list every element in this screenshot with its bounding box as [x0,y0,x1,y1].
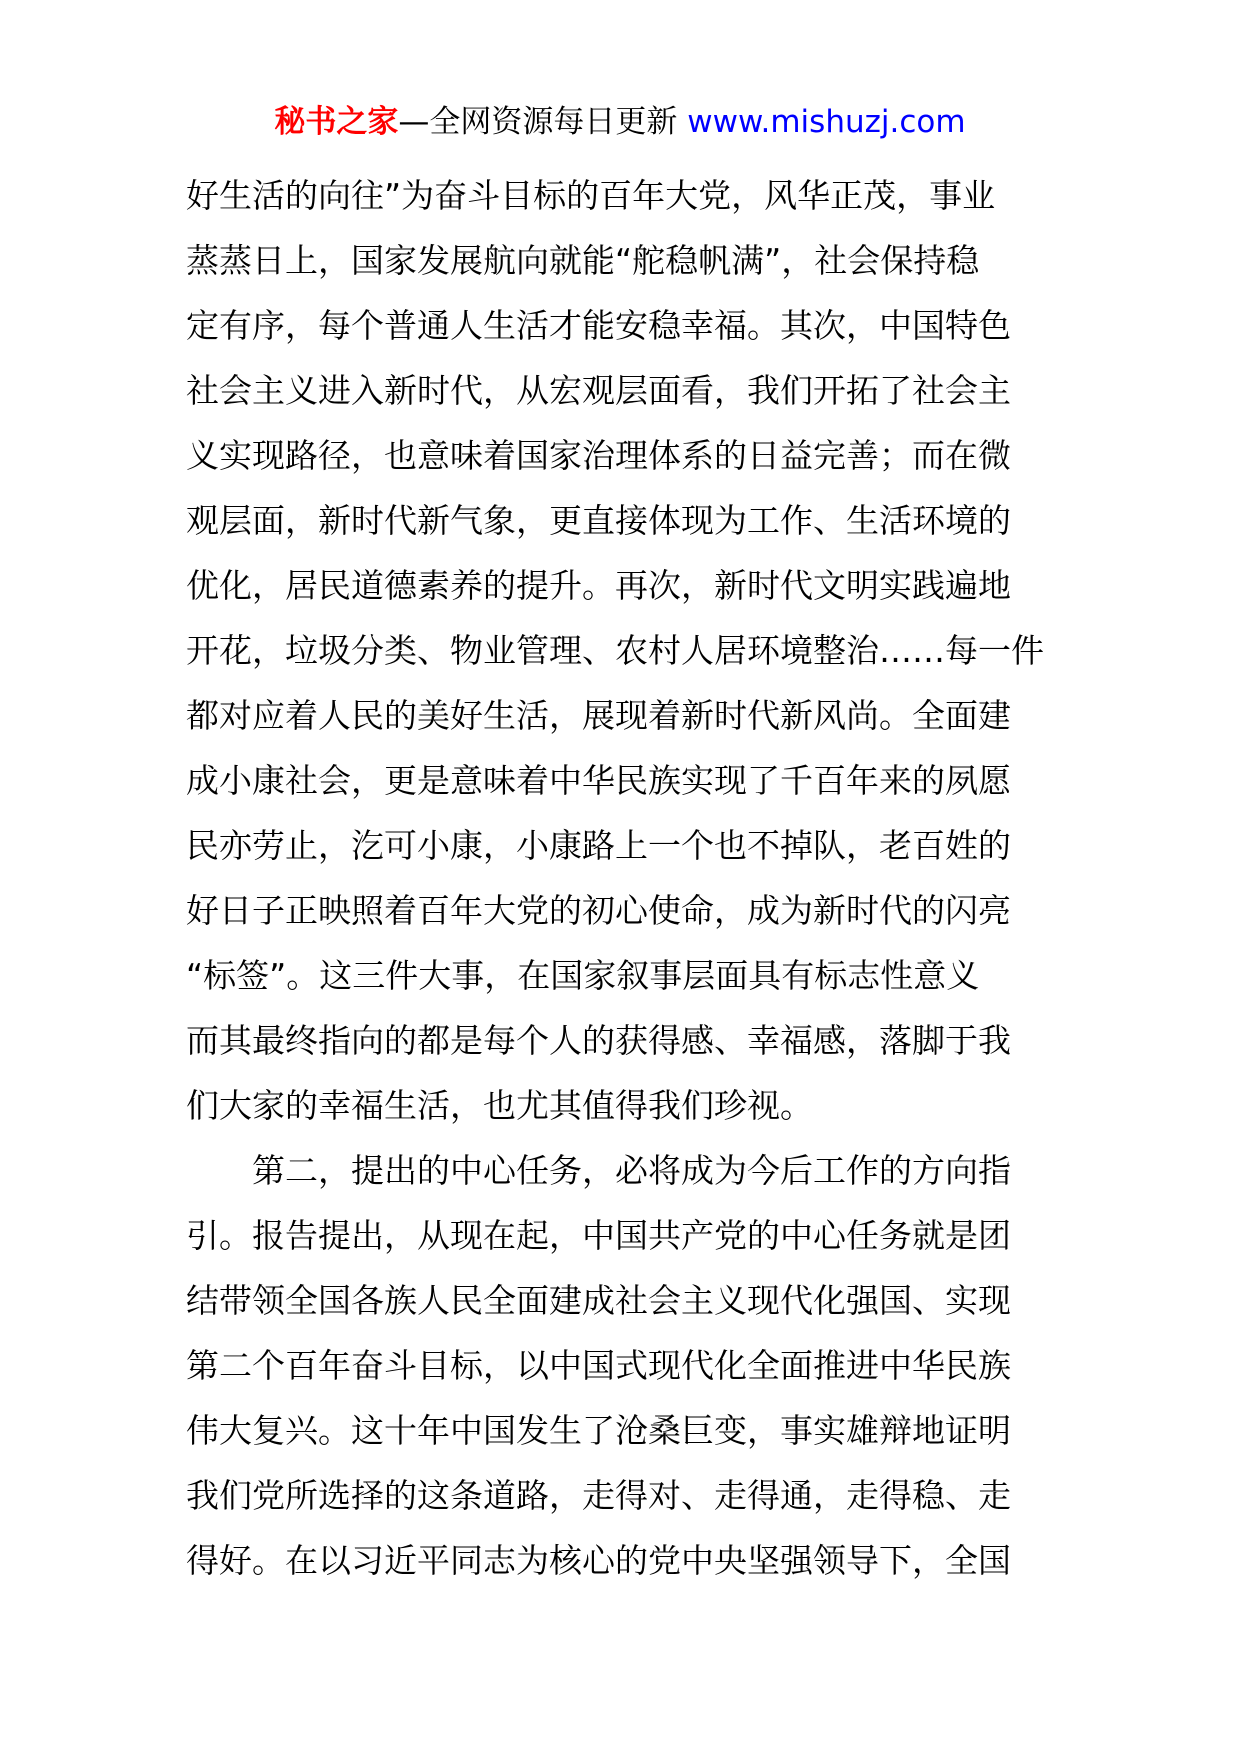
header-url-link[interactable]: www.mishuzj.com [687,104,966,140]
text-line: 引。报告提出，从现在起，中国共产党的中心任务就是团 [186,1216,1011,1255]
text-line: 成小康社会，更是意味着中华民族实现了千百年来的夙愿 [186,761,1011,800]
text-line: 社会主义进入新时代，从宏观层面看，我们开拓了社会主 [186,371,1011,410]
text-line: 观层面，新时代新气象，更直接体现为工作、生活环境的 [186,501,1011,540]
header-tagline: —全网资源每日更新 [398,104,688,140]
text-line: 我们党所选择的这条道路，走得对、走得通，走得稳、走 [186,1476,1011,1515]
paragraph-start-line: 第二，提出的中心任务，必将成为今后工作的方向指 [186,1151,1011,1190]
text-line: 民亦劳止，汔可小康，小康路上一个也不掉队，老百姓的 [186,826,1011,865]
text-line: 开花，垃圾分类、物业管理、农村人居环境整治……每一件 [186,631,1044,670]
text-line: 而其最终指向的都是每个人的获得感、幸福感，落脚于我 [186,1021,1011,1060]
text-line: 第二个百年奋斗目标，以中国式现代化全面推进中华民族 [186,1346,1011,1385]
header-brand: 秘书之家 [274,104,399,140]
text-line: 结带领全国各族人民全面建成社会主义现代化强国、实现 [186,1281,1011,1320]
text-line: 定有序，每个普通人生活才能安稳幸福。其次，中国特色 [186,306,1011,345]
text-line: 好生活的向往”为奋斗目标的百年大党，风华正茂，事业 [186,176,996,215]
text-line: 得好。在以习近平同志为核心的党中央坚强领导下，全国 [186,1541,1011,1580]
page-header [0,96,1240,148]
text-line: 义实现路径，也意味着国家治理体系的日益完善；而在微 [186,436,1011,475]
body-text [186,163,1058,1593]
text-line: 伟大复兴。这十年中国发生了沧桑巨变，事实雄辩地证明 [186,1411,1011,1450]
text-line: 们大家的幸福生活，也尤其值得我们珍视。 [186,1086,813,1125]
text-line: 优化，居民道德素养的提升。再次，新时代文明实践遍地 [186,566,1011,605]
text-line: 好日子正映照着百年大党的初心使命，成为新时代的闪亮 [186,891,1011,930]
text-line: “标签”。这三件大事，在国家叙事层面具有标志性意义 [186,956,980,995]
text-line: 都对应着人民的美好生活，展现着新时代新风尚。全面建 [186,696,1011,735]
text-line: 蒸蒸日上，国家发展航向就能“舵稳帆满”，社会保持稳 [186,241,980,280]
